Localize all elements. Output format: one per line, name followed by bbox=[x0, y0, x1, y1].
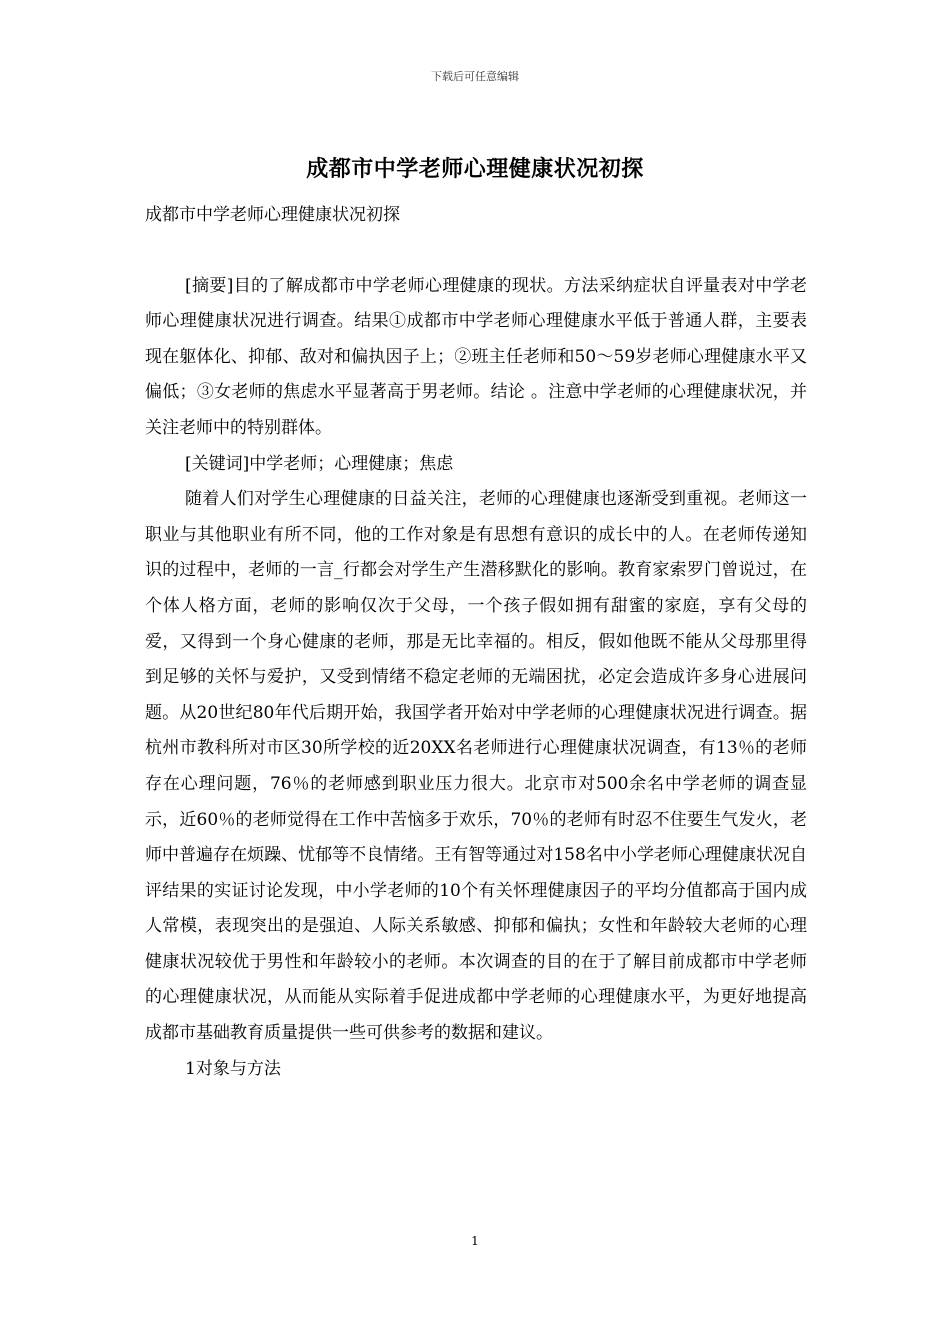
page-header-note: 下载后可任意编辑 bbox=[431, 70, 519, 83]
document-body bbox=[145, 198, 807, 1087]
body-paragraph: 随着人们对学生心理健康的日益关注，老师的心理健康也逐渐受到重视。老师这一职业与其他职业有所不同，他的工作对象是有思想有意识的成长中的人。在老师传递知识的过程中，老师的一言_行都会对学生产生潜移默化的影响。教育家索罗门曾说过，在个体人格方面，老师的影响仅次于父母，一个孩子假如拥有甜蜜的家庭，享有父母的爱，又得到一个身心健康的老师，那是无比幸福的。相反，假如他既不能从父母那里得到足够的关怀与爱护，又受到情绪不稳定老师的无端困扰，必定会造成许多身心进展问题。从20世纪80年代后期开始，我国学者开始对中学老师的心理健康状况进行调查。据杭州市教科所对市区30所学校的近20XX名老师进行心理健康状况调查，有13％的老师存在心理问题，76％的老师感到职业压力很大。北京市对500余名中学老师的调查显示，近60％的老师觉得在工作中苦恼多于欢乐，70％的老师有时忍不住要生气发火，老师中普遍存在烦躁、忧郁等不良情绪。王有智等通过对158名中小学老师心理健康状况自评结果的实证讨论发现，中小学老师的10个有关怀理健康因子的平均分值都高于国内成人常模，表现突出的是强迫、人际关系敏感、抑郁和偏执；女性和年龄较大老师的心理健康状况较优于男性和年龄较小的老师。本次调查的目的在于了解目前成都市中学老师的心理健康状况，从而能从实际着手促进成都中学老师的心理健康水平，为更好地提高成都市基础教育质量提供一些可供参考的数据和建议。 bbox=[145, 489, 807, 1044]
keywords-paragraph: [关键词]中学老师；心理健康；焦虑 bbox=[185, 453, 454, 474]
document-subtitle: 成都市中学老师心理健康状况初探 bbox=[145, 205, 400, 225]
section-heading: 1对象与方法 bbox=[185, 1058, 281, 1079]
document-title: 成都市中学老师心理健康状况初探 bbox=[306, 156, 644, 182]
page-number: 1 bbox=[471, 1234, 479, 1248]
abstract-paragraph: [摘要]目的了解成都市中学老师心理健康的现状。方法采纳症状自评量表对中学老师心理健康状况进行调查。结果①成都市中学老师心理健康水平低于普通人群，主要表现在躯体化、抑郁、敌对和偏执因子上；②班主任老师和50～59岁老师心理健康水平又偏低；③女老师的焦虑水平显著高于男老师。结论 。注意中学老师的心理健康状况，并关注老师中的特别群体。 bbox=[145, 275, 807, 438]
